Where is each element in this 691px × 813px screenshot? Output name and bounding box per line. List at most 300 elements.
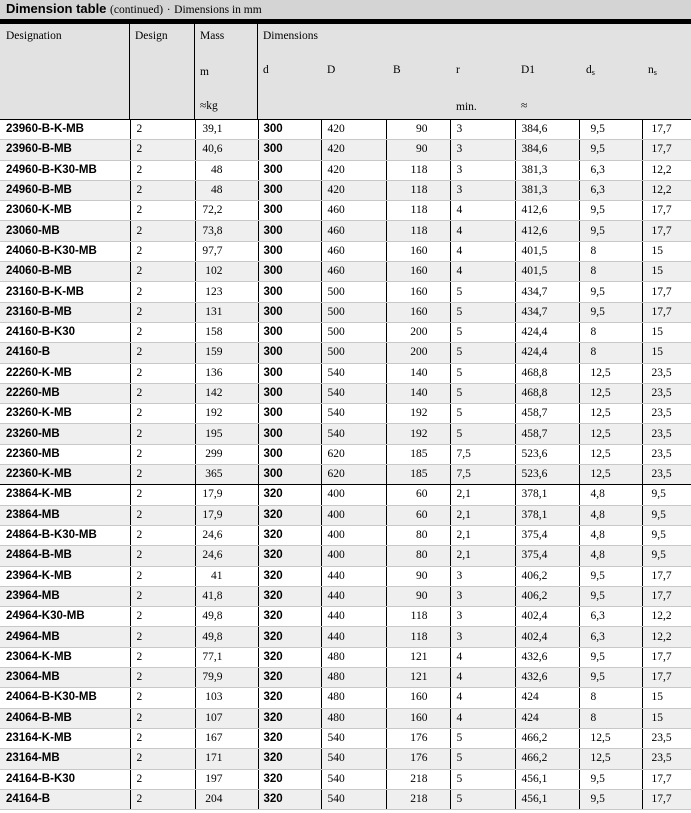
header-mass-unit: ≈kg xyxy=(200,100,218,112)
D1-cell: 402,4 xyxy=(515,627,579,647)
B-cell: 160 xyxy=(386,262,450,282)
D-cell: 540 xyxy=(321,363,386,383)
B-cell: 118 xyxy=(386,180,450,200)
D1-cell: 456,1 xyxy=(515,789,579,809)
D-cell: 500 xyxy=(321,282,386,302)
D1-cell: 378,1 xyxy=(515,485,579,505)
mass-cell: 72,2 xyxy=(195,201,258,221)
dimension-table xyxy=(0,120,691,810)
table-row xyxy=(0,262,691,282)
B-cell: 218 xyxy=(386,769,450,789)
mass-cell: 77,1 xyxy=(195,647,258,667)
ds-cell: 8 xyxy=(579,688,642,708)
design-cell: 2 xyxy=(130,404,195,424)
design-cell: 2 xyxy=(130,262,195,282)
D-cell: 400 xyxy=(321,525,386,545)
B-cell: 160 xyxy=(386,282,450,302)
D1-cell: 466,2 xyxy=(515,728,579,748)
designation-cell: 24964-MB xyxy=(0,627,130,647)
table-row xyxy=(0,789,691,809)
ns-cell: 12,2 xyxy=(642,160,691,180)
ds-cell: 8 xyxy=(579,708,642,728)
mass-cell: 107 xyxy=(195,708,258,728)
d-cell: 300 xyxy=(258,363,321,383)
header-designation: Designation xyxy=(6,30,62,42)
ds-cell: 8 xyxy=(579,262,642,282)
D1-cell: 458,7 xyxy=(515,404,579,424)
table-row xyxy=(0,120,691,140)
r-cell: 5 xyxy=(450,728,515,748)
ds-cell: 6,3 xyxy=(579,607,642,627)
B-cell: 118 xyxy=(386,607,450,627)
D-cell: 480 xyxy=(321,688,386,708)
D-cell: 400 xyxy=(321,485,386,505)
table-row xyxy=(0,322,691,342)
B-cell: 140 xyxy=(386,363,450,383)
B-cell: 121 xyxy=(386,647,450,667)
designation-cell: 23160-B-MB xyxy=(0,302,130,322)
ns-cell: 17,7 xyxy=(642,789,691,809)
ns-cell: 15 xyxy=(642,343,691,363)
table-row xyxy=(0,363,691,383)
ns-cell: 15 xyxy=(642,688,691,708)
ds-cell: 4,8 xyxy=(579,485,642,505)
designation-cell: 24960-B-MB xyxy=(0,180,130,200)
ns-cell: 17,7 xyxy=(642,302,691,322)
ns-cell: 15 xyxy=(642,708,691,728)
design-cell: 2 xyxy=(130,546,195,566)
table-row xyxy=(0,444,691,464)
ds-cell: 9,5 xyxy=(579,789,642,809)
designation-cell: 24160-B-K30 xyxy=(0,322,130,342)
design-cell: 2 xyxy=(130,668,195,688)
ds-cell: 9,5 xyxy=(579,221,642,241)
D1-cell: 458,7 xyxy=(515,424,579,444)
ns-cell: 17,7 xyxy=(642,201,691,221)
ns-cell: 17,7 xyxy=(642,282,691,302)
table-row xyxy=(0,728,691,748)
design-cell: 2 xyxy=(130,647,195,667)
ns-cell: 17,7 xyxy=(642,566,691,586)
designation-cell: 24964-K30-MB xyxy=(0,607,130,627)
mass-cell: 73,8 xyxy=(195,221,258,241)
d-cell: 300 xyxy=(258,282,321,302)
table-row xyxy=(0,180,691,200)
mass-cell: 123 xyxy=(195,282,258,302)
mass-cell: 131 xyxy=(195,302,258,322)
table-row xyxy=(0,586,691,606)
d-cell: 320 xyxy=(258,586,321,606)
table-row xyxy=(0,140,691,160)
ds-cell: 6,3 xyxy=(579,160,642,180)
D1-cell: 375,4 xyxy=(515,525,579,545)
ds-cell: 6,3 xyxy=(579,180,642,200)
designation-cell: 24864-B-MB xyxy=(0,546,130,566)
D1-cell: 468,8 xyxy=(515,363,579,383)
D-cell: 620 xyxy=(321,444,386,464)
header-divider xyxy=(194,24,195,119)
D-cell: 500 xyxy=(321,343,386,363)
ns-cell: 23,5 xyxy=(642,383,691,403)
D-cell: 540 xyxy=(321,789,386,809)
d-cell: 300 xyxy=(258,465,321,485)
title-separator: · xyxy=(166,4,171,16)
B-cell: 60 xyxy=(386,505,450,525)
design-cell: 2 xyxy=(130,789,195,809)
B-cell: 160 xyxy=(386,302,450,322)
D-cell: 460 xyxy=(321,262,386,282)
ds-cell: 12,5 xyxy=(579,383,642,403)
designation-cell: 24164-B xyxy=(0,789,130,809)
design-cell: 2 xyxy=(130,140,195,160)
mass-cell: 204 xyxy=(195,789,258,809)
r-cell: 2,1 xyxy=(450,546,515,566)
D-cell: 460 xyxy=(321,221,386,241)
table-header xyxy=(0,24,691,120)
ns-cell: 23,5 xyxy=(642,444,691,464)
B-cell: 160 xyxy=(386,708,450,728)
B-cell: 90 xyxy=(386,566,450,586)
ns-cell: 23,5 xyxy=(642,424,691,444)
r-cell: 7,5 xyxy=(450,444,515,464)
D1-cell: 468,8 xyxy=(515,383,579,403)
table-row xyxy=(0,343,691,363)
designation-cell: 24960-B-K30-MB xyxy=(0,160,130,180)
ds-cell: 9,5 xyxy=(579,668,642,688)
r-cell: 3 xyxy=(450,180,515,200)
D1-cell: 381,3 xyxy=(515,180,579,200)
mass-cell: 142 xyxy=(195,383,258,403)
header-D1-approx: ≈ xyxy=(521,100,528,112)
ns-cell: 9,5 xyxy=(642,485,691,505)
design-cell: 2 xyxy=(130,728,195,748)
r-cell: 5 xyxy=(450,404,515,424)
d-cell: 320 xyxy=(258,647,321,667)
header-divider xyxy=(257,24,258,119)
D1-cell: 384,6 xyxy=(515,120,579,140)
D1-cell: 384,6 xyxy=(515,140,579,160)
designation-cell: 24160-B xyxy=(0,343,130,363)
d-cell: 300 xyxy=(258,180,321,200)
D1-cell: 456,1 xyxy=(515,769,579,789)
d-cell: 320 xyxy=(258,546,321,566)
d-cell: 320 xyxy=(258,607,321,627)
ds-cell: 8 xyxy=(579,343,642,363)
B-cell: 90 xyxy=(386,120,450,140)
ns-cell: 9,5 xyxy=(642,546,691,566)
designation-cell: 24064-B-K30-MB xyxy=(0,688,130,708)
mass-cell: 171 xyxy=(195,749,258,769)
mass-cell: 103 xyxy=(195,688,258,708)
D-cell: 540 xyxy=(321,383,386,403)
D-cell: 480 xyxy=(321,668,386,688)
D-cell: 480 xyxy=(321,708,386,728)
ds-cell: 12,5 xyxy=(579,404,642,424)
table-row xyxy=(0,708,691,728)
design-cell: 2 xyxy=(130,180,195,200)
mass-cell: 48 xyxy=(195,180,258,200)
B-cell: 118 xyxy=(386,201,450,221)
r-cell: 7,5 xyxy=(450,465,515,485)
table-title-bar xyxy=(0,0,691,19)
D-cell: 480 xyxy=(321,647,386,667)
mass-cell: 49,8 xyxy=(195,627,258,647)
ns-cell: 17,7 xyxy=(642,586,691,606)
design-cell: 2 xyxy=(130,282,195,302)
D1-cell: 432,6 xyxy=(515,668,579,688)
d-cell: 300 xyxy=(258,424,321,444)
B-cell: 176 xyxy=(386,749,450,769)
designation-cell: 24164-B-K30 xyxy=(0,769,130,789)
d-cell: 300 xyxy=(258,221,321,241)
designation-cell: 24064-B-MB xyxy=(0,708,130,728)
ns-cell: 23,5 xyxy=(642,728,691,748)
designation-cell: 23260-K-MB xyxy=(0,404,130,424)
ns-cell: 17,7 xyxy=(642,769,691,789)
D1-cell: 406,2 xyxy=(515,586,579,606)
title-units: Dimensions in mm xyxy=(174,4,262,16)
B-cell: 192 xyxy=(386,424,450,444)
title-continued: (continued) xyxy=(110,4,164,16)
r-cell: 3 xyxy=(450,120,515,140)
D1-cell: 378,1 xyxy=(515,505,579,525)
r-cell: 5 xyxy=(450,282,515,302)
header-divider xyxy=(129,24,130,119)
d-cell: 320 xyxy=(258,749,321,769)
r-cell: 5 xyxy=(450,343,515,363)
d-cell: 320 xyxy=(258,728,321,748)
table-row xyxy=(0,749,691,769)
mass-cell: 159 xyxy=(195,343,258,363)
d-cell: 300 xyxy=(258,322,321,342)
table-row xyxy=(0,404,691,424)
designation-cell: 22260-MB xyxy=(0,383,130,403)
table-row xyxy=(0,383,691,403)
d-cell: 320 xyxy=(258,525,321,545)
ns-cell: 9,5 xyxy=(642,525,691,545)
ds-cell: 9,5 xyxy=(579,586,642,606)
B-cell: 192 xyxy=(386,404,450,424)
ns-cell: 17,7 xyxy=(642,221,691,241)
designation-cell: 23960-B-MB xyxy=(0,140,130,160)
designation-cell: 23964-K-MB xyxy=(0,566,130,586)
ds-cell: 12,5 xyxy=(579,444,642,464)
r-cell: 2,1 xyxy=(450,525,515,545)
B-cell: 160 xyxy=(386,241,450,261)
ns-cell: 17,7 xyxy=(642,140,691,160)
D1-cell: 381,3 xyxy=(515,160,579,180)
D1-cell: 401,5 xyxy=(515,262,579,282)
design-cell: 2 xyxy=(130,525,195,545)
d-cell: 320 xyxy=(258,668,321,688)
table-row xyxy=(0,546,691,566)
B-cell: 118 xyxy=(386,160,450,180)
ds-cell: 12,5 xyxy=(579,363,642,383)
header-r-min: min. xyxy=(456,101,477,113)
table-row xyxy=(0,647,691,667)
d-cell: 320 xyxy=(258,627,321,647)
d-cell: 300 xyxy=(258,383,321,403)
ns-cell: 23,5 xyxy=(642,465,691,485)
B-cell: 118 xyxy=(386,627,450,647)
mass-cell: 48 xyxy=(195,160,258,180)
B-cell: 80 xyxy=(386,546,450,566)
designation-cell: 22260-K-MB xyxy=(0,363,130,383)
mass-cell: 197 xyxy=(195,769,258,789)
B-cell: 80 xyxy=(386,525,450,545)
r-cell: 5 xyxy=(450,789,515,809)
title-main: Dimension table xyxy=(6,1,107,16)
r-cell: 4 xyxy=(450,201,515,221)
ds-cell: 6,3 xyxy=(579,627,642,647)
ds-cell: 9,5 xyxy=(579,647,642,667)
header-design: Design xyxy=(135,30,168,42)
ds-cell: 8 xyxy=(579,322,642,342)
design-cell: 2 xyxy=(130,160,195,180)
table-title xyxy=(6,1,262,16)
B-cell: 185 xyxy=(386,465,450,485)
ns-cell: 17,7 xyxy=(642,120,691,140)
r-cell: 4 xyxy=(450,221,515,241)
mass-cell: 158 xyxy=(195,322,258,342)
header-ds xyxy=(586,64,595,77)
d-cell: 300 xyxy=(258,444,321,464)
D1-cell: 424 xyxy=(515,688,579,708)
d-cell: 300 xyxy=(258,302,321,322)
designation-cell: 24060-B-MB xyxy=(0,262,130,282)
ns-cell: 12,2 xyxy=(642,607,691,627)
d-cell: 300 xyxy=(258,120,321,140)
ds-cell: 8 xyxy=(579,241,642,261)
mass-cell: 24,6 xyxy=(195,546,258,566)
designation-cell: 23060-MB xyxy=(0,221,130,241)
D-cell: 460 xyxy=(321,201,386,221)
D1-cell: 412,6 xyxy=(515,201,579,221)
d-cell: 300 xyxy=(258,160,321,180)
D1-cell: 432,6 xyxy=(515,647,579,667)
design-cell: 2 xyxy=(130,485,195,505)
r-cell: 5 xyxy=(450,322,515,342)
designation-cell: 23064-MB xyxy=(0,668,130,688)
design-cell: 2 xyxy=(130,505,195,525)
ds-cell: 9,5 xyxy=(579,120,642,140)
D-cell: 400 xyxy=(321,546,386,566)
D-cell: 540 xyxy=(321,404,386,424)
design-cell: 2 xyxy=(130,566,195,586)
table-row xyxy=(0,160,691,180)
design-cell: 2 xyxy=(130,383,195,403)
D-cell: 500 xyxy=(321,302,386,322)
D-cell: 440 xyxy=(321,586,386,606)
design-cell: 2 xyxy=(130,424,195,444)
header-D: D xyxy=(327,64,336,76)
header-B: B xyxy=(393,64,401,76)
designation-cell: 23164-K-MB xyxy=(0,728,130,748)
table-row xyxy=(0,525,691,545)
r-cell: 4 xyxy=(450,241,515,261)
D-cell: 400 xyxy=(321,505,386,525)
designation-cell: 23960-B-K-MB xyxy=(0,120,130,140)
D-cell: 540 xyxy=(321,728,386,748)
r-cell: 3 xyxy=(450,586,515,606)
table-row xyxy=(0,241,691,261)
mass-cell: 136 xyxy=(195,363,258,383)
D-cell: 440 xyxy=(321,627,386,647)
D1-cell: 523,6 xyxy=(515,444,579,464)
mass-cell: 39,1 xyxy=(195,120,258,140)
d-cell: 300 xyxy=(258,404,321,424)
B-cell: 185 xyxy=(386,444,450,464)
designation-cell: 23060-K-MB xyxy=(0,201,130,221)
r-cell: 3 xyxy=(450,607,515,627)
ds-cell: 9,5 xyxy=(579,769,642,789)
ds-cell: 9,5 xyxy=(579,302,642,322)
r-cell: 5 xyxy=(450,302,515,322)
D1-cell: 424,4 xyxy=(515,322,579,342)
mass-cell: 17,9 xyxy=(195,505,258,525)
ds-cell: 12,5 xyxy=(579,749,642,769)
D-cell: 540 xyxy=(321,769,386,789)
D1-cell: 434,7 xyxy=(515,282,579,302)
B-cell: 200 xyxy=(386,343,450,363)
d-cell: 320 xyxy=(258,708,321,728)
D-cell: 420 xyxy=(321,180,386,200)
D-cell: 540 xyxy=(321,749,386,769)
r-cell: 5 xyxy=(450,424,515,444)
header-ds-main: d xyxy=(586,64,592,76)
d-cell: 300 xyxy=(258,201,321,221)
mass-cell: 41,8 xyxy=(195,586,258,606)
ds-cell: 4,8 xyxy=(579,505,642,525)
d-cell: 300 xyxy=(258,241,321,261)
B-cell: 121 xyxy=(386,668,450,688)
B-cell: 218 xyxy=(386,789,450,809)
design-cell: 2 xyxy=(130,444,195,464)
design-cell: 2 xyxy=(130,120,195,140)
D1-cell: 402,4 xyxy=(515,607,579,627)
ns-cell: 17,7 xyxy=(642,647,691,667)
design-cell: 2 xyxy=(130,302,195,322)
design-cell: 2 xyxy=(130,241,195,261)
ns-cell: 17,7 xyxy=(642,668,691,688)
r-cell: 2,1 xyxy=(450,505,515,525)
d-cell: 320 xyxy=(258,505,321,525)
B-cell: 160 xyxy=(386,688,450,708)
design-cell: 2 xyxy=(130,749,195,769)
mass-cell: 17,9 xyxy=(195,485,258,505)
r-cell: 3 xyxy=(450,160,515,180)
D-cell: 420 xyxy=(321,140,386,160)
D1-cell: 424,4 xyxy=(515,343,579,363)
D1-cell: 401,5 xyxy=(515,241,579,261)
table-row xyxy=(0,282,691,302)
D-cell: 440 xyxy=(321,607,386,627)
d-cell: 320 xyxy=(258,688,321,708)
r-cell: 2,1 xyxy=(450,485,515,505)
table-row xyxy=(0,627,691,647)
design-cell: 2 xyxy=(130,769,195,789)
table-row xyxy=(0,221,691,241)
design-cell: 2 xyxy=(130,708,195,728)
ds-cell: 12,5 xyxy=(579,728,642,748)
D-cell: 440 xyxy=(321,566,386,586)
D1-cell: 406,2 xyxy=(515,566,579,586)
mass-cell: 195 xyxy=(195,424,258,444)
D-cell: 540 xyxy=(321,424,386,444)
ns-cell: 15 xyxy=(642,241,691,261)
r-cell: 5 xyxy=(450,383,515,403)
header-ns-sub: s xyxy=(653,68,657,77)
